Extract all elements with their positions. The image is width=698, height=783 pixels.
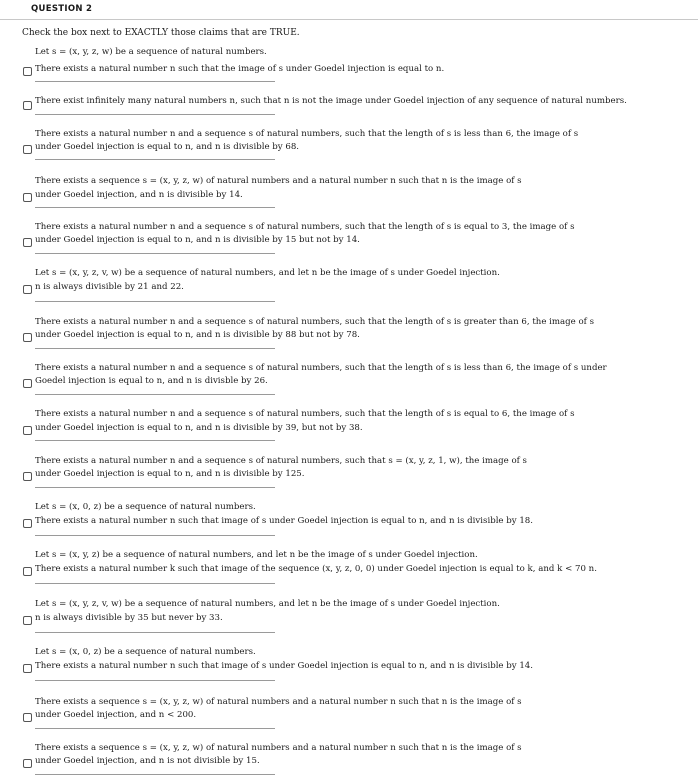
claim-line: under Goedel injection is equal to n, and n is divisible by 68.: [35, 142, 300, 152]
claim-line: n is always divisible by 21 and 22.: [35, 282, 184, 292]
claim-line: under Goedel injection, and n is not divisible by 15.: [35, 756, 260, 766]
claim-checkbox[interactable]: [23, 713, 32, 722]
answer-separator: [35, 348, 275, 349]
claim-line: n is always divisible by 35 but never by 33.: [35, 613, 223, 623]
claim-checkbox[interactable]: [23, 67, 32, 76]
claim-line: There exists a natural number n such that image of s under Goedel injection is equal to n, and n is divisible by 14.: [35, 661, 534, 671]
instruction-text: Check the box next to EXACTLY those claims that are TRUE.: [22, 28, 300, 38]
answer-separator: [35, 728, 275, 729]
claim-line: There exists a natural number n and a sequence s of natural numbers, such that the length of s is less than 6, the image of s: [35, 129, 579, 139]
claim-line: Let s = (x, y, z, v, w) be a sequence of natural numbers, and let n be the image of s under Goedel injection.: [35, 268, 500, 278]
answer-separator: [35, 487, 275, 488]
claim-checkbox[interactable]: [23, 567, 32, 576]
claim-checkbox[interactable]: [23, 101, 32, 110]
claim-line: under Goedel injection, and n is divisible by 14.: [35, 190, 243, 200]
answer-separator: [35, 535, 275, 536]
claim-line: There exists a natural number n and a sequence s of natural numbers, such that the length of s is equal to 3, the image of s: [35, 222, 575, 232]
answer-separator: [35, 774, 275, 775]
answer-separator: [35, 207, 275, 208]
claim-checkbox[interactable]: [23, 519, 32, 528]
claim-line: There exists a sequence s = (x, y, z, w) of natural numbers and a natural number n such that n is the image of s: [35, 176, 522, 186]
claim-line: under Goedel injection is equal to n, and n is divisible by 125.: [35, 469, 305, 479]
claim-line: There exist infinitely many natural numbers n, such that n is not the image under Goedel injection of any sequence of natural numbers.: [35, 96, 627, 106]
claim-line: Let s = (x, y, z, w) be a sequence of natural numbers.: [35, 47, 267, 57]
answer-separator: [35, 159, 275, 160]
claim-line: There exists a natural number n and a sequence s of natural numbers, such that s = (x, y, z, 1, w), the image of s: [35, 456, 527, 466]
answer-separator: [35, 583, 275, 584]
claim-line: Let s = (x, 0, z) be a sequence of natural numbers.: [35, 647, 256, 657]
claim-line: under Goedel injection is equal to n, and n is divisible by 39, but not by 38.: [35, 423, 363, 433]
claim-checkbox[interactable]: [23, 238, 32, 247]
claim-line: There exists a sequence s = (x, y, z, w) of natural numbers and a natural number n such that n is the image of s: [35, 743, 522, 753]
claim-line: There exists a natural number n and a sequence s of natural numbers, such that the length of s is equal to 6, the image of s: [35, 409, 575, 419]
claim-checkbox[interactable]: [23, 193, 32, 202]
claim-checkbox[interactable]: [23, 285, 32, 294]
claim-checkbox[interactable]: [23, 664, 32, 673]
claim-line: There exists a natural number n such that the image of s under Goedel injection is equal to n.: [35, 64, 445, 74]
claim-line: under Goedel injection is equal to n, and n is divisible by 15 but not by 14.: [35, 235, 360, 245]
answer-separator: [35, 301, 275, 302]
answer-separator: [35, 680, 275, 681]
answer-separator: [35, 253, 275, 254]
claim-line: Let s = (x, 0, z) be a sequence of natural numbers.: [35, 502, 256, 512]
claim-checkbox[interactable]: [23, 426, 32, 435]
claim-line: Goedel injection is equal to n, and n is divisble by 26.: [35, 376, 268, 386]
claim-line: under Goedel injection is equal to n, and n is divisible by 88 but not by 78.: [35, 330, 360, 340]
claim-line: There exists a natural number k such that image of the sequence (x, y, z, 0, 0) under Goedel injection is equal to k, and k < 70 n.: [35, 564, 597, 574]
claim-checkbox[interactable]: [23, 472, 32, 481]
answer-separator: [35, 114, 275, 115]
answer-separator: [35, 81, 275, 82]
answer-separator: [35, 632, 275, 633]
claim-checkbox[interactable]: [23, 145, 32, 154]
claim-checkbox[interactable]: [23, 333, 32, 342]
claim-checkbox[interactable]: [23, 379, 32, 388]
claim-line: There exists a natural number n and a sequence s of natural numbers, such that the length of s is greater than 6, the image of s: [35, 317, 594, 327]
question-header: [0, 0, 698, 20]
claim-line: Let s = (x, y, z) be a sequence of natural numbers, and let n be the image of s under Goedel injection.: [35, 550, 478, 560]
claim-line: There exists a natural number n such that image of s under Goedel injection is equal to n, and n is divisible by 18.: [35, 516, 534, 526]
claim-checkbox[interactable]: [23, 616, 32, 625]
claim-line: There exists a natural number n and a sequence s of natural numbers, such that the length of s is less than 6, the image of s under: [35, 363, 607, 373]
question-title: QUESTION 2: [31, 4, 93, 14]
claim-line: under Goedel injection, and n < 200.: [35, 710, 197, 720]
answer-separator: [35, 394, 275, 395]
claim-line: Let s = (x, y, z, v, w) be a sequence of natural numbers, and let n be the image of s under Goedel injection.: [35, 599, 500, 609]
claim-line: There exists a sequence s = (x, y, z, w) of natural numbers and a natural number n such that n is the image of s: [35, 697, 522, 707]
answer-separator: [35, 440, 275, 441]
claim-checkbox[interactable]: [23, 759, 32, 768]
